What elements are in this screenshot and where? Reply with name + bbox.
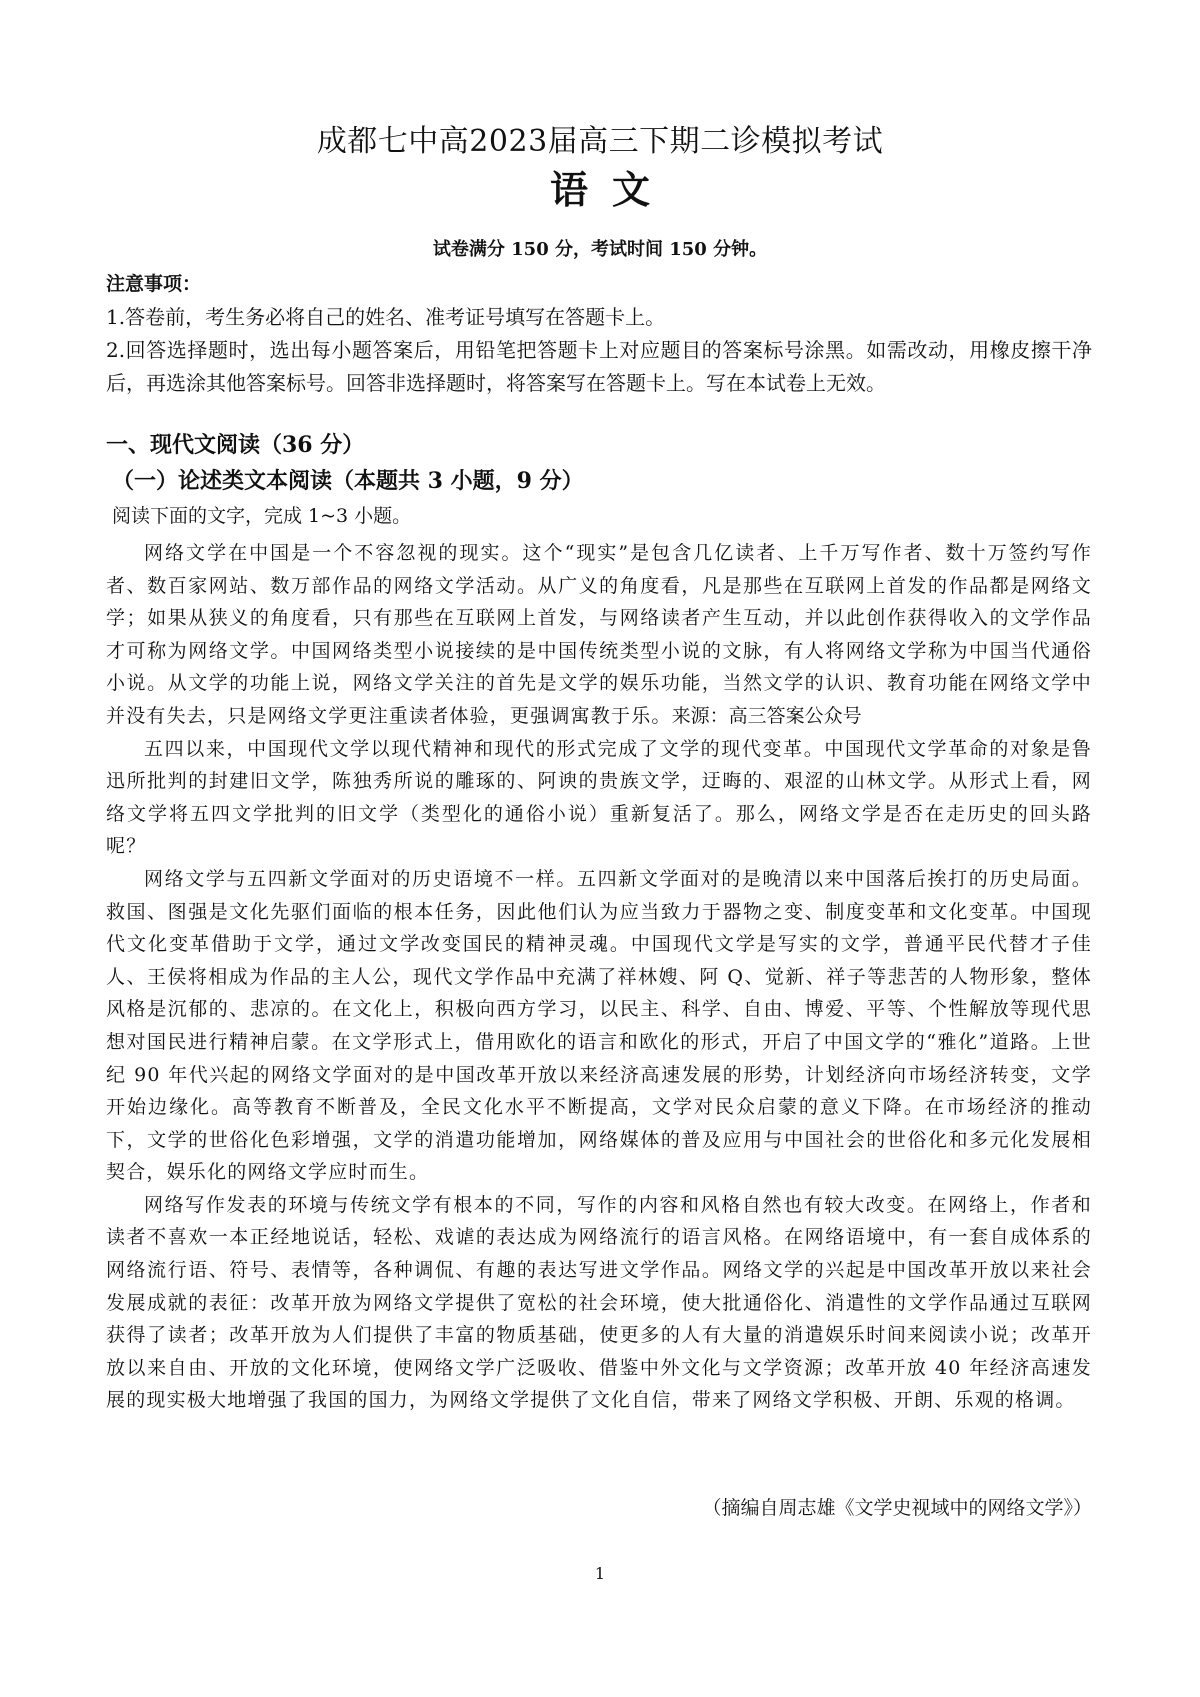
- passage-attribution: （摘编自周志雄《文学史视域中的网络文学》）: [702, 1497, 1092, 1519]
- notice-item: 2.回答选择题时，选出每小题答案后，用铅笔把答题卡上对应题目的答案标号涂黑。如需改动，用橡皮擦干净后，再选涂其他答案标号。回答非选择题时，将答案写在答题卡上。写在本试卷上无效。: [106, 338, 1092, 395]
- notice-item: 1.答卷前，考生务必将自己的姓名、准考证号填写在答题卡上。: [106, 305, 666, 329]
- source-note: 来源：高三答案公众号: [671, 704, 862, 727]
- notice-heading: 注意事项：: [106, 273, 202, 295]
- reading-passage: [106, 537, 1092, 1417]
- passage-paragraph: [106, 537, 1092, 733]
- page-number: 1: [594, 1564, 606, 1583]
- notice-block: [106, 268, 1092, 400]
- passage-paragraph: 网络文学与五四新文学面对的历史语境不一样。五四新文学面对的是晚清以来中国落后挨打的历史局面。救国、图强是文化先驱们面临的根本任务，因此他们认为应当致力于器物之变、制度变革和文化变革。中国现代文化变革借助于文学，通过文学改变国民的精神灵魂。中国现代文学是写实的文学，普通平民代替才子佳人、王侯将相成为作品的主人公，现代文学作品中充满了祥林嫂、阿 Q、觉新、祥子等悲苦的人物形象，整体风格是沉郁的、悲凉的。在文化上，积极向西方学习，以民主、科学、自由、博爱、平等、个性解放等现代思想对国民进行精神启蒙。在文学形式上，借用欧化的语言和欧化的形式，开启了中国文学的“雅化”道路。上世纪 90 年代兴起的网络文学面对的是中国改革开放以来经济高速发展的形势，计划经济向市场经济转变，文学开始边缘化。高等教育不断普及，全民文化水平不断提高，文学对民众启蒙的意义下降。在市场经济的推动下，文学的世俗化色彩增强，文学的消遣功能增加，网络媒体的普及应用与中国社会的世俗化和多元化发展相契合，娱乐化的网络文学应时而生。: [106, 867, 1092, 1184]
- section-heading: 一、现代文阅读（36 分）: [106, 432, 365, 458]
- passage-paragraph: 网络写作发表的环境与传统文学有根本的不同，写作的内容和风格自然也有较大改变。在网络上，作者和读者不喜欢一本正经地说话，轻松、戏谑的表达成为网络流行的语言风格。在网络语境中，有一套自成体系的网络流行语、符号、表情等，各种调侃、有趣的表达写进文学作品。网络文学的兴起是中国改革开放以来社会发展成就的表征：改革开放为网络文学提供了宽松的社会环境，使大批通俗化、消遣性的文学作品通过互联网获得了读者；改革开放为人们提供了丰富的物质基础，使更多的人有大量的消遣娱乐时间来阅读小说；改革开放以来自由、开放的文化环境，使网络文学广泛吸收、借鉴中外文化与文学资源；改革开放 40 年经济高速发展的现实极大地增强了我国的国力，为网络文学提供了文化自信，带来了网络文学积极、开朗、乐观的格调。: [106, 1193, 1092, 1412]
- exam-info: 试卷满分 150 分，考试时间 150 分钟。: [432, 239, 768, 260]
- passage-paragraph: 五四以来，中国现代文学以现代精神和现代的形式完成了文学的现代变革。中国现代文学革命的对象是鲁迅所批判的封建旧文学，陈独秀所说的雕琢的、阿谀的贵族文学，迂晦的、艰涩的山林文学。从形式上看，网络文学将五四文学批判的旧文学（类型化的通俗小说）重新复活了。那么，网络文学是否在走历史的回头路呢？: [106, 737, 1092, 858]
- subsection-heading: （一）论述类文本阅读（本题共 3 小题，9 分）: [112, 468, 584, 494]
- exam-title: 成都七中高2023届高三下期二诊模拟考试: [316, 124, 884, 159]
- reading-instruction: 阅读下面的文字，完成 1~3 小题。: [112, 505, 412, 527]
- subject-title: 语文: [549, 167, 674, 212]
- paragraph-text: 网络文学在中国是一个不容忽视的现实。这个“现实”是包含几亿读者、上千万写作者、数十万签约写作者、数百家网站、数万部作品的网络文学活动。从广义的角度看，凡是那些在互联网上首发的作品都是网络文学；如果从狭义的角度看，只有那些在互联网上首发，与网络读者产生互动，并以此创作获得收入的文学作品才可称为网络文学。中国网络类型小说接续的是中国传统类型小说的文脉，有人将网络文学称为中国当代通俗小说。从文学的功能上说，网络文学关注的首先是文学的娱乐功能，当然文学的认识、教育功能在网络文学中并没有失去，只是网络文学更注重读者体验，更强调寓教于乐。: [106, 542, 1092, 727]
